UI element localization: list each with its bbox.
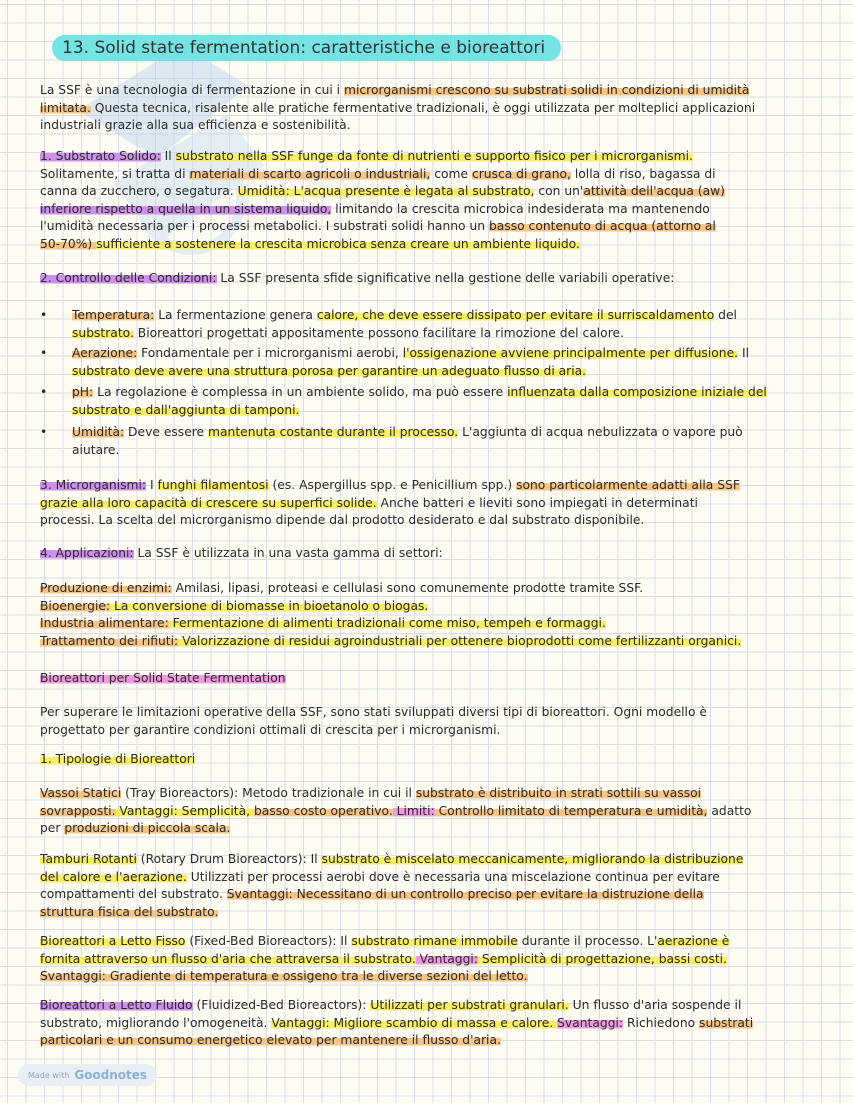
goodnotes-footer-badge	[18, 1064, 157, 1086]
section-applicazioni-heading: 4. Applicazioni: La SSF è utilizzata in una vasta gamma di settori:	[40, 546, 443, 560]
section-microrganismi: 3. Microrganismi: I funghi filamentosi (es. Aspergillus spp. e Penicillium spp.) sono particolarmente adatti alla SSF grazie alla loro capacità di crescere su superfici solide. Anche batteri e lieviti sono impiegati in determinati processi. La scelta del microrganismo dipende dal prodotto desiderato e dal substrato disponibile.	[40, 478, 740, 527]
bullet-umidita: • Umidità: Deve essere mantenuta costante durante il processo. L'aggiunta di acqua nebulizzata o vapore può aiutare.	[40, 425, 743, 457]
bioreactor-letto-fisso: Bioreattori a Letto Fisso (Fixed-Bed Bioreactors): Il substrato rimane immobile durante il processo. L'aerazione è fornita attraverso un flusso d'aria che attraversa il substrato. Vantaggi: Semplicità di progettazione, bassi costi. Svantaggi: Gradiente di temperatura e ossigeno tra le diverse sezioni del letto.	[40, 934, 730, 983]
goodnotes-logo: Goodnotes	[74, 1068, 148, 1082]
bioreactor-vassoi-statici: Vassoi Statici (Tray Bioreactors): Metodo tradizionale in cui il substrato è distribuito in strati sottili su vassoi sovrapposti. Vantaggi: Semplicità, basso costo operativo. Limiti: Controllo limitato di temperatura e umidità, adatto per produzioni di piccola scala.	[40, 786, 752, 835]
bullet-temperatura: • Temperatura: La fermentazione genera calore, che deve essere dissipato per evitare il surriscaldamento del substrato. Bioreattori progettati appositamente possono facilitare la rimozione del calore.	[40, 308, 737, 340]
section-controllo-heading: 2. Controllo delle Condizioni: La SSF presenta sfide significative nella gestione delle variabili operative:	[40, 271, 675, 285]
page-title: 13. Solid state fermentation: caratteristiche e bioreattori	[52, 35, 561, 61]
bullet-ph: • pH: La regolazione è complessa in un ambiente solido, ma può essere influenzata dalla composizione iniziale del substrato e dall'aggiunta di tamponi.	[40, 385, 767, 417]
bioreactors-intro: Per superare le limitazioni operative della SSF, sono stati sviluppati diversi tipi di bioreattori. Ogni modello è progettato per garantire condizioni ottimali di crescita per i microrganismi.	[40, 705, 707, 737]
applications-list: Produzione di enzimi: Amilasi, lipasi, proteasi e cellulasi sono comunemente prodotte tramite SSF. Bioenergie: La conversione di biomasse in bioetanolo o biogas. Industria alimentare: Fermentazione di alimenti tradizionali come miso, tempeh e formaggi. Trattamento dei rifiuti: Valorizzazione di residui agroindustriali per ottenere bioprodotti come fertilizzanti organici.	[40, 581, 742, 648]
bioreactor-tamburi-rotanti: Tamburi Rotanti (Rotary Drum Bioreactors): Il substrato è miscelato meccanicamente, migliorando la distribuzione del calore e l'aerazione. Utilizzati per processi aerobi dove è necessaria una miscelazione continua per evitare compattamenti del substrato. Svantaggi: Necessitano di un controllo preciso per evitare la distruzione della struttura fisica del substrato.	[40, 852, 744, 919]
footer-made-with: Made with	[28, 1070, 70, 1080]
intro-paragraph: La SSF è una tecnologia di fermentazione in cui i microrganismi crescono su substrati solidi in condizioni di umidità limitata. Questa tecnica, risalente alle pratiche fermentative tradizionali, è oggi utilizzata per molteplici applicazioni industriali grazie alla sua efficienza e sostenibilità.	[40, 83, 756, 132]
section-heading: 1. Substrato Solido:	[40, 149, 161, 163]
section-substrato: 1. Substrato Solido: Il substrato nella SSF funge da fonte di nutrienti e supporto fisico per i microrganismi. Solitamente, si tratta di materiali di scarto agricoli o industriali, come crusca di grano, lolla di riso, bagassa di canna da zucchero, o segatura. Umidità: L'acqua presente è legata al substrato, con un'attività dell'acqua (aw) inferiore rispetto a quella in un sistema liquido, limitando la crescita microbica indesiderata ma mantenendo l'umidità necessaria per i processi metabolici. I substrati solidi hanno un basso contenuto di acqua (attorno al 50-70%) sufficiente a sostenere la crescita microbica senza creare un ambiente liquido.	[40, 149, 725, 251]
bioreactors-heading: Bioreattori per Solid State Fermentation	[40, 671, 286, 685]
bioreactor-letto-fluido: Bioreattori a Letto Fluido (Fluidized-Bed Bioreactors): Utilizzati per substrati granulari. Un flusso d'aria sospende il substrato, migliorando l'omogeneità. Vantaggi: Migliore scambio di massa e calore. Svantaggi: Richiedono substrati particolari e un consumo energetico elevato per mantenere il flusso d'aria.	[40, 998, 754, 1047]
bullet-aerazione: • Aerazione: Fondamentale per i microrganismi aerobi, l'ossigenazione avviene principalmente per diffusione. Il substrato deve avere una struttura porosa per garantire un adeguato flusso di aria.	[40, 346, 750, 378]
bioreactor-types-heading: 1. Tipologie di Bioreattori	[40, 752, 196, 766]
